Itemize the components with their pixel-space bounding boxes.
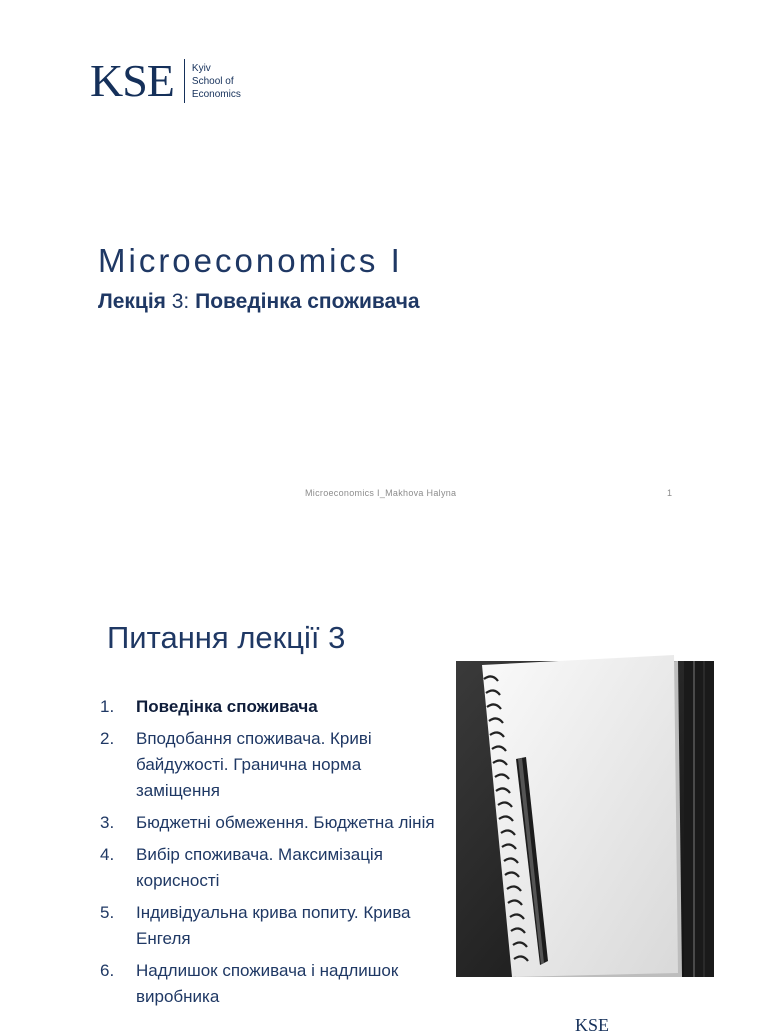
subtitle-prefix: Лекція [98, 290, 166, 313]
agenda-item [100, 842, 445, 894]
agenda-item-text: Індивідуальна крива попиту. Крива Енгеля [136, 903, 411, 948]
agenda-item [100, 958, 445, 1010]
page-number: 1 [667, 488, 673, 498]
logo-line-1: Kyiv [191, 62, 211, 74]
logo-line-3: Economics [191, 88, 241, 100]
agenda-item-text: Бюджетні обмеження. Бюджетна лінія [136, 813, 435, 832]
agenda-list [100, 694, 445, 1016]
logo-divider [184, 59, 185, 103]
agenda-title: Питання лекції 3 [107, 620, 346, 655]
agenda-item [100, 694, 445, 720]
agenda-slide [0, 560, 768, 1035]
logo-line-2: School of [191, 75, 234, 87]
subtitle-topic: Поведінка споживача [195, 290, 420, 313]
agenda-item-number: 2. [100, 729, 115, 748]
notebook-illustration [456, 661, 714, 977]
agenda-item [100, 810, 445, 836]
agenda-item-number: 4. [100, 845, 115, 864]
logo-wordmark [192, 62, 241, 101]
kse-logo-small: KSE [575, 1015, 610, 1035]
agenda-item [100, 726, 445, 804]
agenda-item-text: Поведінка споживача [136, 697, 318, 716]
course-title: Microeconomics I [98, 242, 403, 279]
subtitle-number: 3: [165, 290, 196, 313]
notebook-photo [456, 661, 714, 977]
agenda-item [100, 900, 445, 952]
slide-footer: Microeconomics I_Makhova Halyna [305, 488, 457, 498]
agenda-item-number: 3. [100, 813, 115, 832]
agenda-item-text: Вподобання споживача. Криві байдужості. Гранична норма заміщення [136, 729, 372, 800]
logo-mark: KSE [90, 55, 174, 106]
agenda-item-number: 1. [100, 697, 115, 716]
lecture-subtitle [98, 290, 420, 314]
agenda-item-text: Вибір споживача. Максимізація корисності [136, 845, 383, 890]
agenda-item-text: Надлишок споживача і надлишок виробника [136, 961, 399, 1006]
kse-logo [90, 55, 241, 106]
agenda-item-number: 5. [100, 903, 115, 922]
agenda-item-number: 6. [100, 961, 115, 980]
